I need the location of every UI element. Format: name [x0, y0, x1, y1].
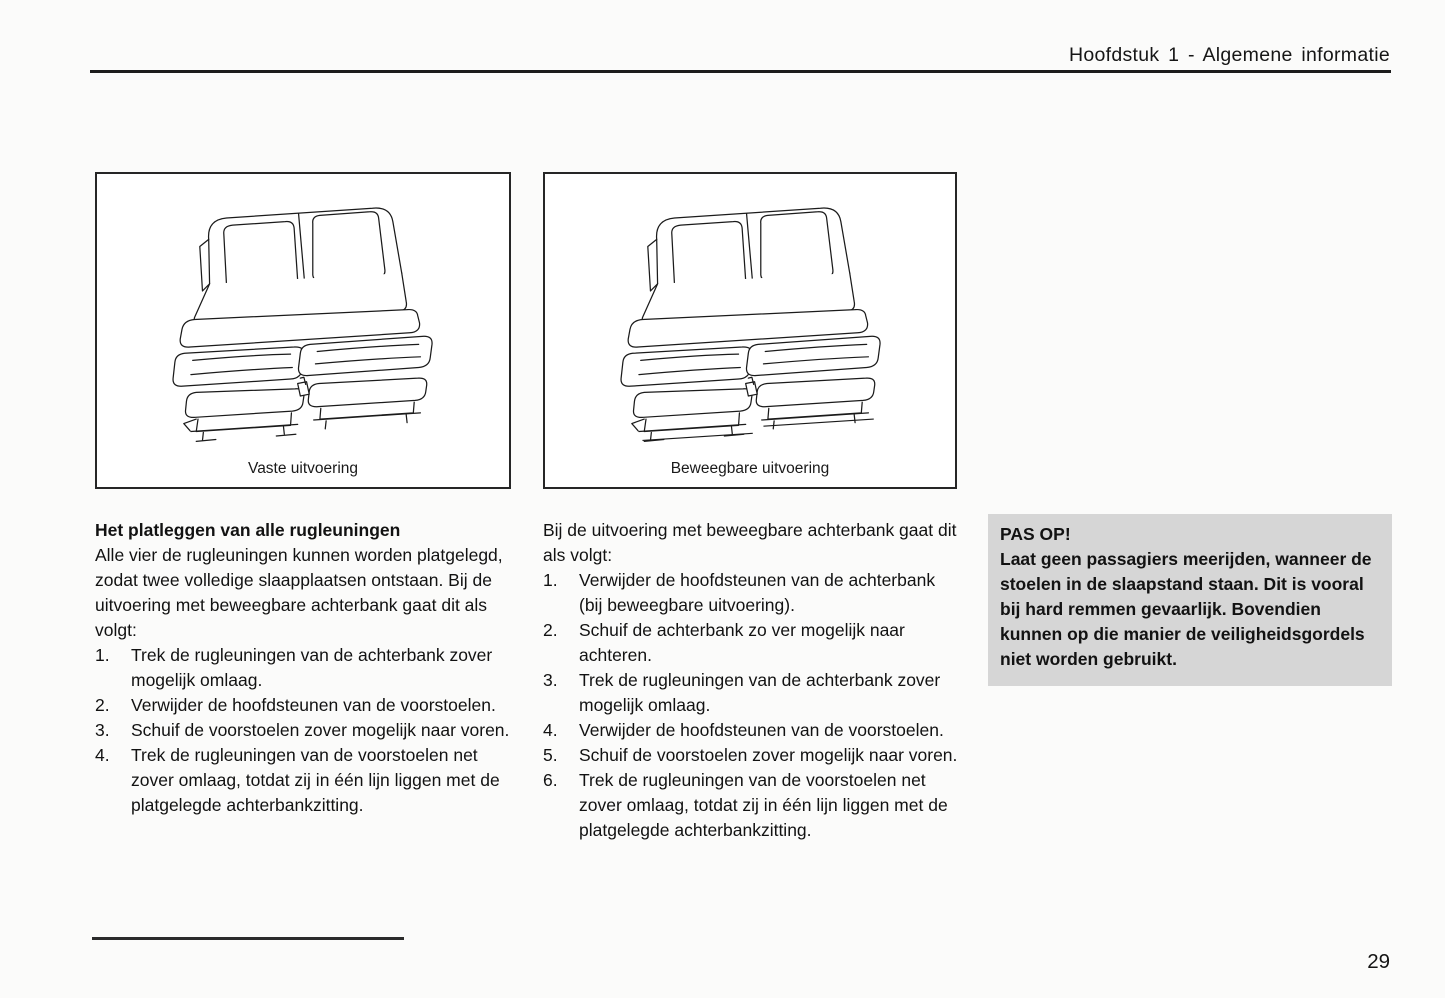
list-item-number: 5.	[543, 745, 558, 765]
list-item-number: 2.	[95, 695, 110, 715]
column-intro: Bij de uitvoering met beweegbare achterbank gaat dit als volgt:	[543, 520, 957, 565]
list-item	[95, 743, 513, 818]
list-item-number: 3.	[543, 670, 558, 690]
list-item	[543, 743, 961, 768]
page-number: 29	[1367, 950, 1390, 973]
footer-rule	[92, 937, 404, 940]
list-item-number: 4.	[543, 720, 558, 740]
list-item-text: Trek de rugleuningen van de achterbank zover mogelijk omlaag.	[579, 670, 941, 715]
list-item-number: 1.	[95, 645, 110, 665]
column-heading: Het platleggen van alle rugleuningen	[95, 520, 401, 540]
list-item-number: 2.	[543, 620, 558, 640]
seat-flat-illustration	[105, 186, 501, 444]
seat-flat-illustration	[553, 186, 949, 444]
list-item-number: 4.	[95, 745, 110, 765]
column-left	[95, 518, 513, 818]
list-item	[543, 768, 961, 843]
page-header: Hoofdstuk 1 - Algemene informatie	[1068, 44, 1390, 66]
list-item-text: Trek de rugleuningen van de voorstoelen net zover omlaag, totdat zij in één lijn liggen met de platgelegde achterbankzitting.	[131, 745, 500, 815]
list-item-number: 1.	[543, 570, 558, 590]
column-intro: Alle vier de rugleuningen kunnen worden platgelegd, zodat twee volledige slaapplaatsen ontstaan. Bij de uitvoering met beweegbare achterbank gaat dit als volgt:	[95, 545, 503, 640]
list-item	[543, 668, 961, 718]
list-item-text: Trek de rugleuningen van de achterbank zover mogelijk omlaag.	[131, 645, 493, 690]
list-item-text: Schuif de voorstoelen zover mogelijk naar voren.	[131, 720, 510, 740]
figure-movable-version	[543, 172, 957, 489]
list-item-text: Schuif de voorstoelen zover mogelijk naar voren.	[579, 745, 958, 765]
list-item	[95, 643, 513, 693]
list-item	[95, 718, 513, 743]
header-rule	[90, 70, 1391, 73]
list-item-number: 3.	[95, 720, 110, 740]
list-item-text: Verwijder de hoofdsteunen van de voorstoelen.	[131, 695, 496, 715]
list-item	[543, 618, 961, 668]
list-item	[543, 568, 961, 618]
figure-fixed-version	[95, 172, 511, 489]
column-middle	[543, 518, 961, 843]
warning-text: Laat geen passagiers meerijden, wanneer de stoelen in de slaapstand staan. Dit is vooral bij hard remmen gevaarlijk. Bovendien kunnen op die manier de veiligheidsgordels niet worden gebruikt.	[1000, 549, 1372, 669]
list-item	[95, 693, 513, 718]
list-item-text: Schuif de achterbank zo ver mogelijk naar achteren.	[579, 620, 905, 665]
list-item-text: Trek de rugleuningen van de voorstoelen net zover omlaag, totdat zij in één lijn liggen met de platgelegde achterbankzitting.	[579, 770, 948, 840]
list-item-text: Verwijder de hoofdsteunen van de voorstoelen.	[579, 720, 944, 740]
list-item-text: Verwijder de hoofdsteunen van de achterbank (bij beweegbare uitvoering).	[579, 570, 936, 615]
list-item-number: 6.	[543, 770, 558, 790]
warning-title: PAS OP!	[1000, 524, 1071, 544]
warning-box	[988, 514, 1392, 686]
figure-caption: Vaste uitvoering	[248, 460, 358, 477]
list-item	[543, 718, 961, 743]
figure-caption: Beweegbare uitvoering	[670, 460, 830, 477]
